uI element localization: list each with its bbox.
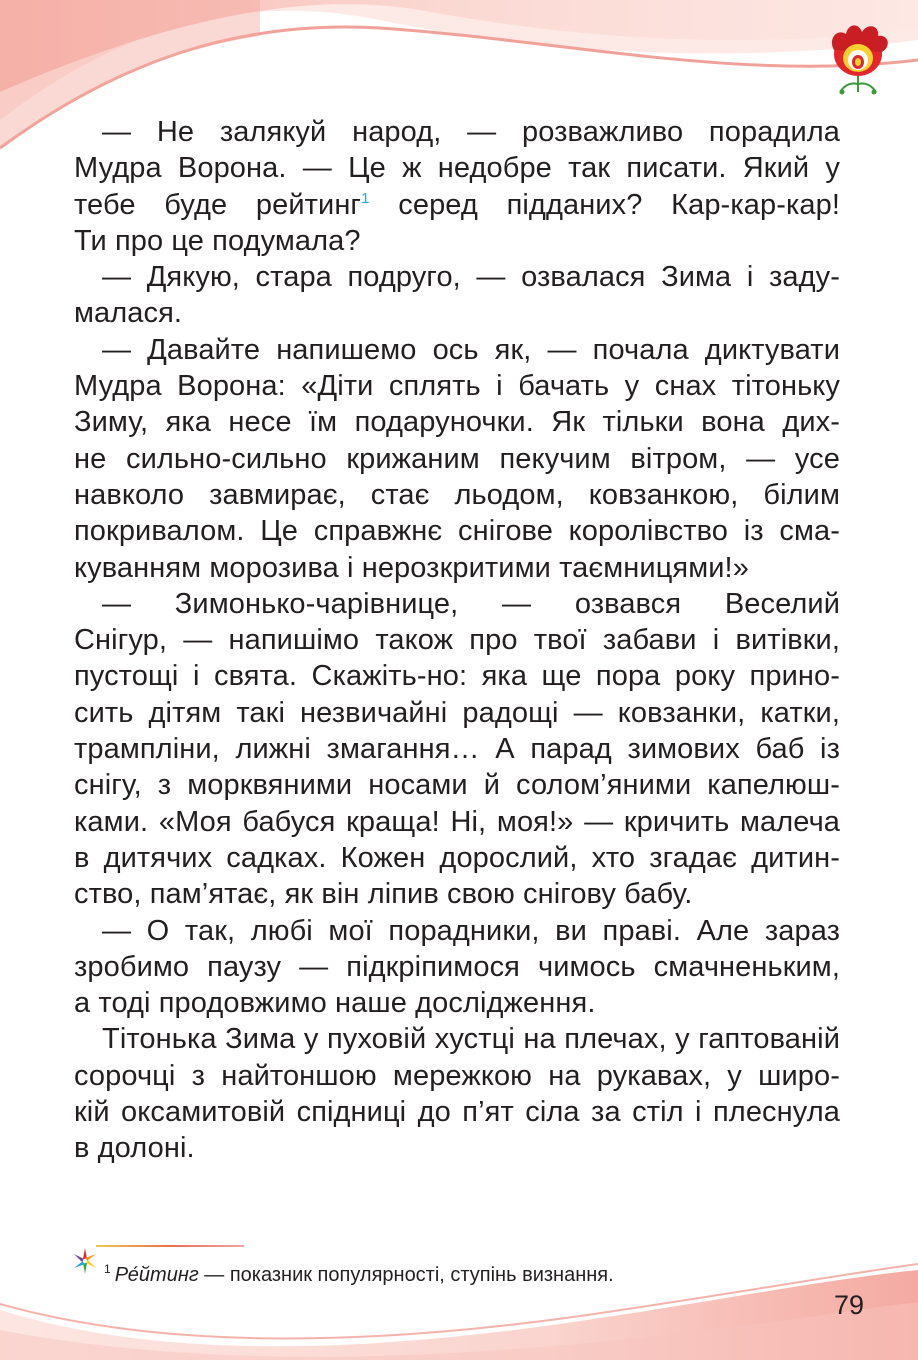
text-line: покривалом. Це справжнє снігове королівство із сма- — [74, 515, 840, 548]
text-line: Мудра Ворона: «Діти сплять і бачать у снах тітоньку — [74, 370, 840, 403]
paragraph-6 — [74, 1021, 840, 1166]
text-line: сорочці з найтоншою мережкою на рукавах, у широ- — [74, 1059, 840, 1092]
text-line: — Давайте напишемо ось як, — почала диктувати — [102, 333, 840, 366]
story-text — [74, 114, 840, 1167]
text-line: ство, пам’ятає, як він ліпив свою снігову бабу. — [74, 878, 693, 911]
text-line: в дитячих садках. Кожен дорослий, хто згадає дитин- — [74, 841, 840, 874]
folk-flower-ornament-icon — [822, 20, 894, 100]
text-line: в долоні. — [74, 1132, 195, 1165]
text-line: пустощі і свята. Скажіть-но: яка ще пора року прино- — [74, 660, 840, 693]
text-line: а тоді продовжимо наше дослідження. — [74, 987, 596, 1020]
text-line: — Зимонько-чарівнице, — озвався Веселий — [102, 587, 840, 620]
text-line: Зиму, яка несе їм подаруночки. Як тільки вона дих- — [74, 406, 840, 439]
text-line: — Дякую, стара подруго, — озвалася Зима і заду- — [102, 261, 840, 294]
text-line: снігу, з морквяними носами й солом’яними капелюш- — [74, 769, 840, 802]
footnote-reference: 1 — [361, 189, 370, 207]
text-line: Ти про це подумала? — [74, 224, 361, 257]
paragraph-2 — [74, 259, 840, 332]
text-line: малася. — [74, 297, 183, 330]
footer-wave-decoration — [0, 1240, 918, 1360]
text-line: кій оксамитовій спідниці до п’ят сіла за стіл і плеснула — [74, 1096, 840, 1129]
text-line: не сильно-сильно крижаним пекучим вітром, — усе — [74, 442, 840, 475]
text-line: ками. «Моя бабуся краща! Ні, моя!» — кричить малеча — [74, 805, 840, 838]
text-line: куванням морозива і нерозкритими таємницями!» — [74, 551, 749, 584]
paragraph-3 — [74, 332, 840, 586]
text-line: — Не залякуй народ, — розважливо порадила — [102, 116, 840, 148]
text-line: трампліни, лижні змагання… А парад зимових баб із — [74, 733, 840, 766]
text-line: тебе буде рейтинг$^1$ серед підданих? Кар-кар-кар! — [74, 188, 840, 221]
text-line: Мудра Ворона. — Це ж недобре так писати. Який у — [74, 152, 840, 185]
paragraph-1 — [74, 114, 840, 259]
page-number: 79 — [834, 1290, 865, 1320]
text-line: Тітонька Зима у пуховій хустці на плечах, у гаптованій — [102, 1023, 840, 1056]
footnote-definition: — показник популярності, ступінь визнання. — [198, 1264, 614, 1286]
paragraph-4 — [74, 586, 840, 913]
text-line: навколо завмирає, стає льодом, ковзанкою, білим — [74, 478, 840, 511]
text-line: — О так, любі мої порадники, ви праві. Але зараз — [102, 914, 840, 947]
text-line: сить дітям такі незвичайні радощі — ковзанки, катки, — [74, 696, 840, 729]
footnote-number: 1 — [104, 1262, 111, 1276]
footnote-term: Ре́йтинг — [114, 1264, 199, 1286]
paragraph-5 — [74, 913, 840, 1022]
text-line: Снігур, — напишімо також про твої забави і витівки, — [74, 624, 840, 657]
text-line: зробимо паузу — підкріпимося чимось смачненьким, — [74, 950, 840, 983]
